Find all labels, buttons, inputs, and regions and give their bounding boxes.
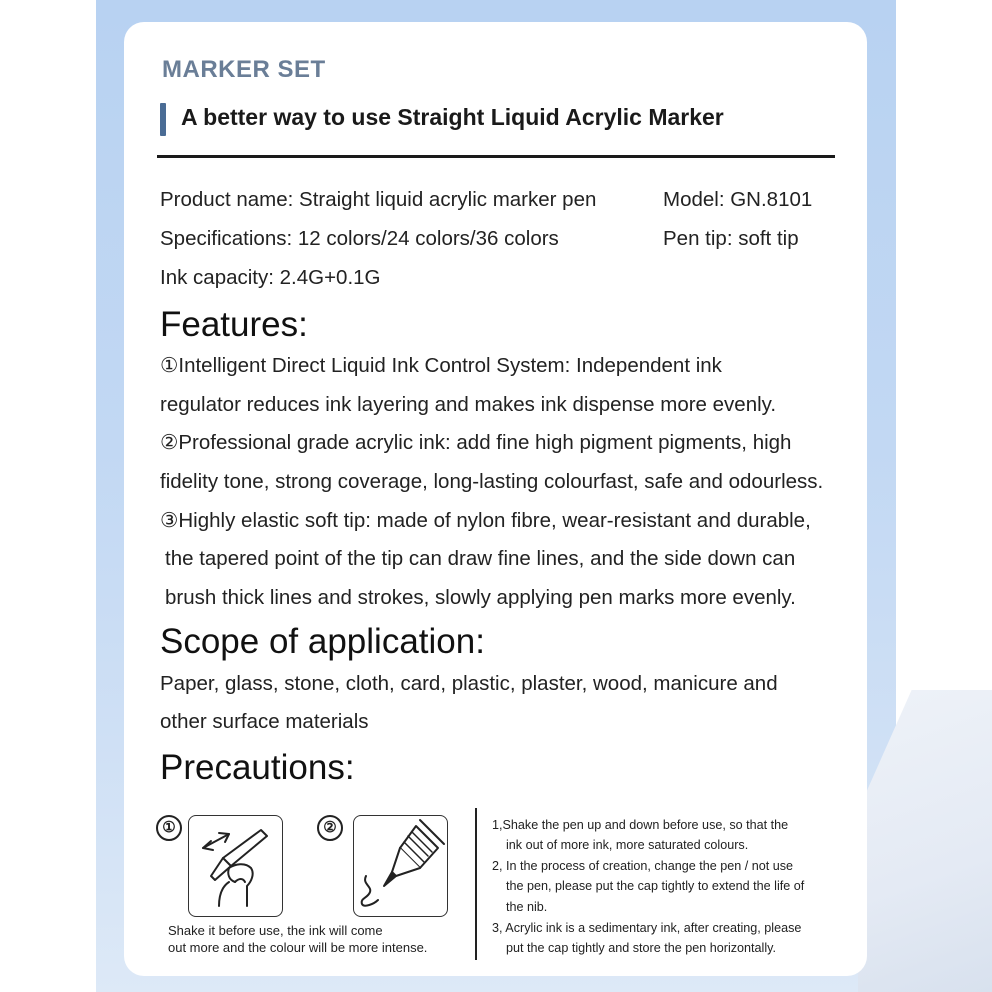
step-2-illustration xyxy=(353,815,448,917)
features-line: ②Professional grade acrylic ink: add fine high pigment pigments, high xyxy=(160,431,792,454)
caption-line: Shake it before use, the ink will come xyxy=(168,923,383,938)
precautions-divider xyxy=(475,808,477,960)
scope-line: Paper, glass, stone, cloth, card, plastic, plaster, wood, manicure and xyxy=(160,672,778,695)
spec-pen-tip: Pen tip: soft tip xyxy=(663,227,799,250)
note-line: the nib. xyxy=(506,900,548,914)
features-line: brush thick lines and strokes, slowly applying pen marks more evenly. xyxy=(165,586,796,609)
spec-ink-capacity: Ink capacity: 2.4G+0.1G xyxy=(160,266,381,289)
features-line: the tapered point of the tip can draw fine lines, and the side down can xyxy=(165,547,796,570)
note-line: 1,Shake the pen up and down before use, so that the xyxy=(492,818,789,832)
precautions-heading: Precautions: xyxy=(160,748,355,787)
scope-line: other surface materials xyxy=(160,710,369,733)
step-1-number: ① xyxy=(156,815,182,841)
scope-heading: Scope of application: xyxy=(160,622,485,661)
subtitle: A better way to use Straight Liquid Acrylic Marker xyxy=(181,104,724,130)
features-line: ①Intelligent Direct Liquid Ink Control System: Independent ink xyxy=(160,354,722,377)
spec-specifications: Specifications: 12 colors/24 colors/36 colors xyxy=(160,227,559,250)
step-1-illustration xyxy=(188,815,283,917)
note-line: ink out of more ink, more saturated colours. xyxy=(506,838,749,852)
hand-shaking-pen-icon xyxy=(189,816,282,916)
note-line: 2, In the process of creation, change the pen / not use xyxy=(492,859,794,873)
features-line: fidelity tone, strong coverage, long-lasting colourfast, safe and odourless. xyxy=(160,470,824,493)
caption-line: out more and the colour will be more intense. xyxy=(168,940,428,955)
note-line: the pen, please put the cap tightly to extend the life of xyxy=(506,879,805,893)
note-line: 3, Acrylic ink is a sedimentary ink, after creating, please xyxy=(492,921,802,935)
features-line: regulator reduces ink layering and makes ink dispense more evenly. xyxy=(160,393,777,416)
divider-rule xyxy=(157,155,835,158)
section-label: MARKER SET xyxy=(162,56,326,83)
step-2-number: ② xyxy=(317,815,343,841)
marker-tip-drawing-icon xyxy=(354,816,447,916)
step-caption xyxy=(168,922,427,956)
accent-bar xyxy=(160,103,166,136)
spec-product-name: Product name: Straight liquid acrylic marker pen xyxy=(160,188,597,211)
spec-model: Model: GN.8101 xyxy=(663,188,813,211)
features-heading: Features: xyxy=(160,305,308,344)
features-line: ③Highly elastic soft tip: made of nylon fibre, wear-resistant and durable, xyxy=(160,509,811,532)
note-line: put the cap tightly and store the pen horizontally. xyxy=(506,941,777,955)
